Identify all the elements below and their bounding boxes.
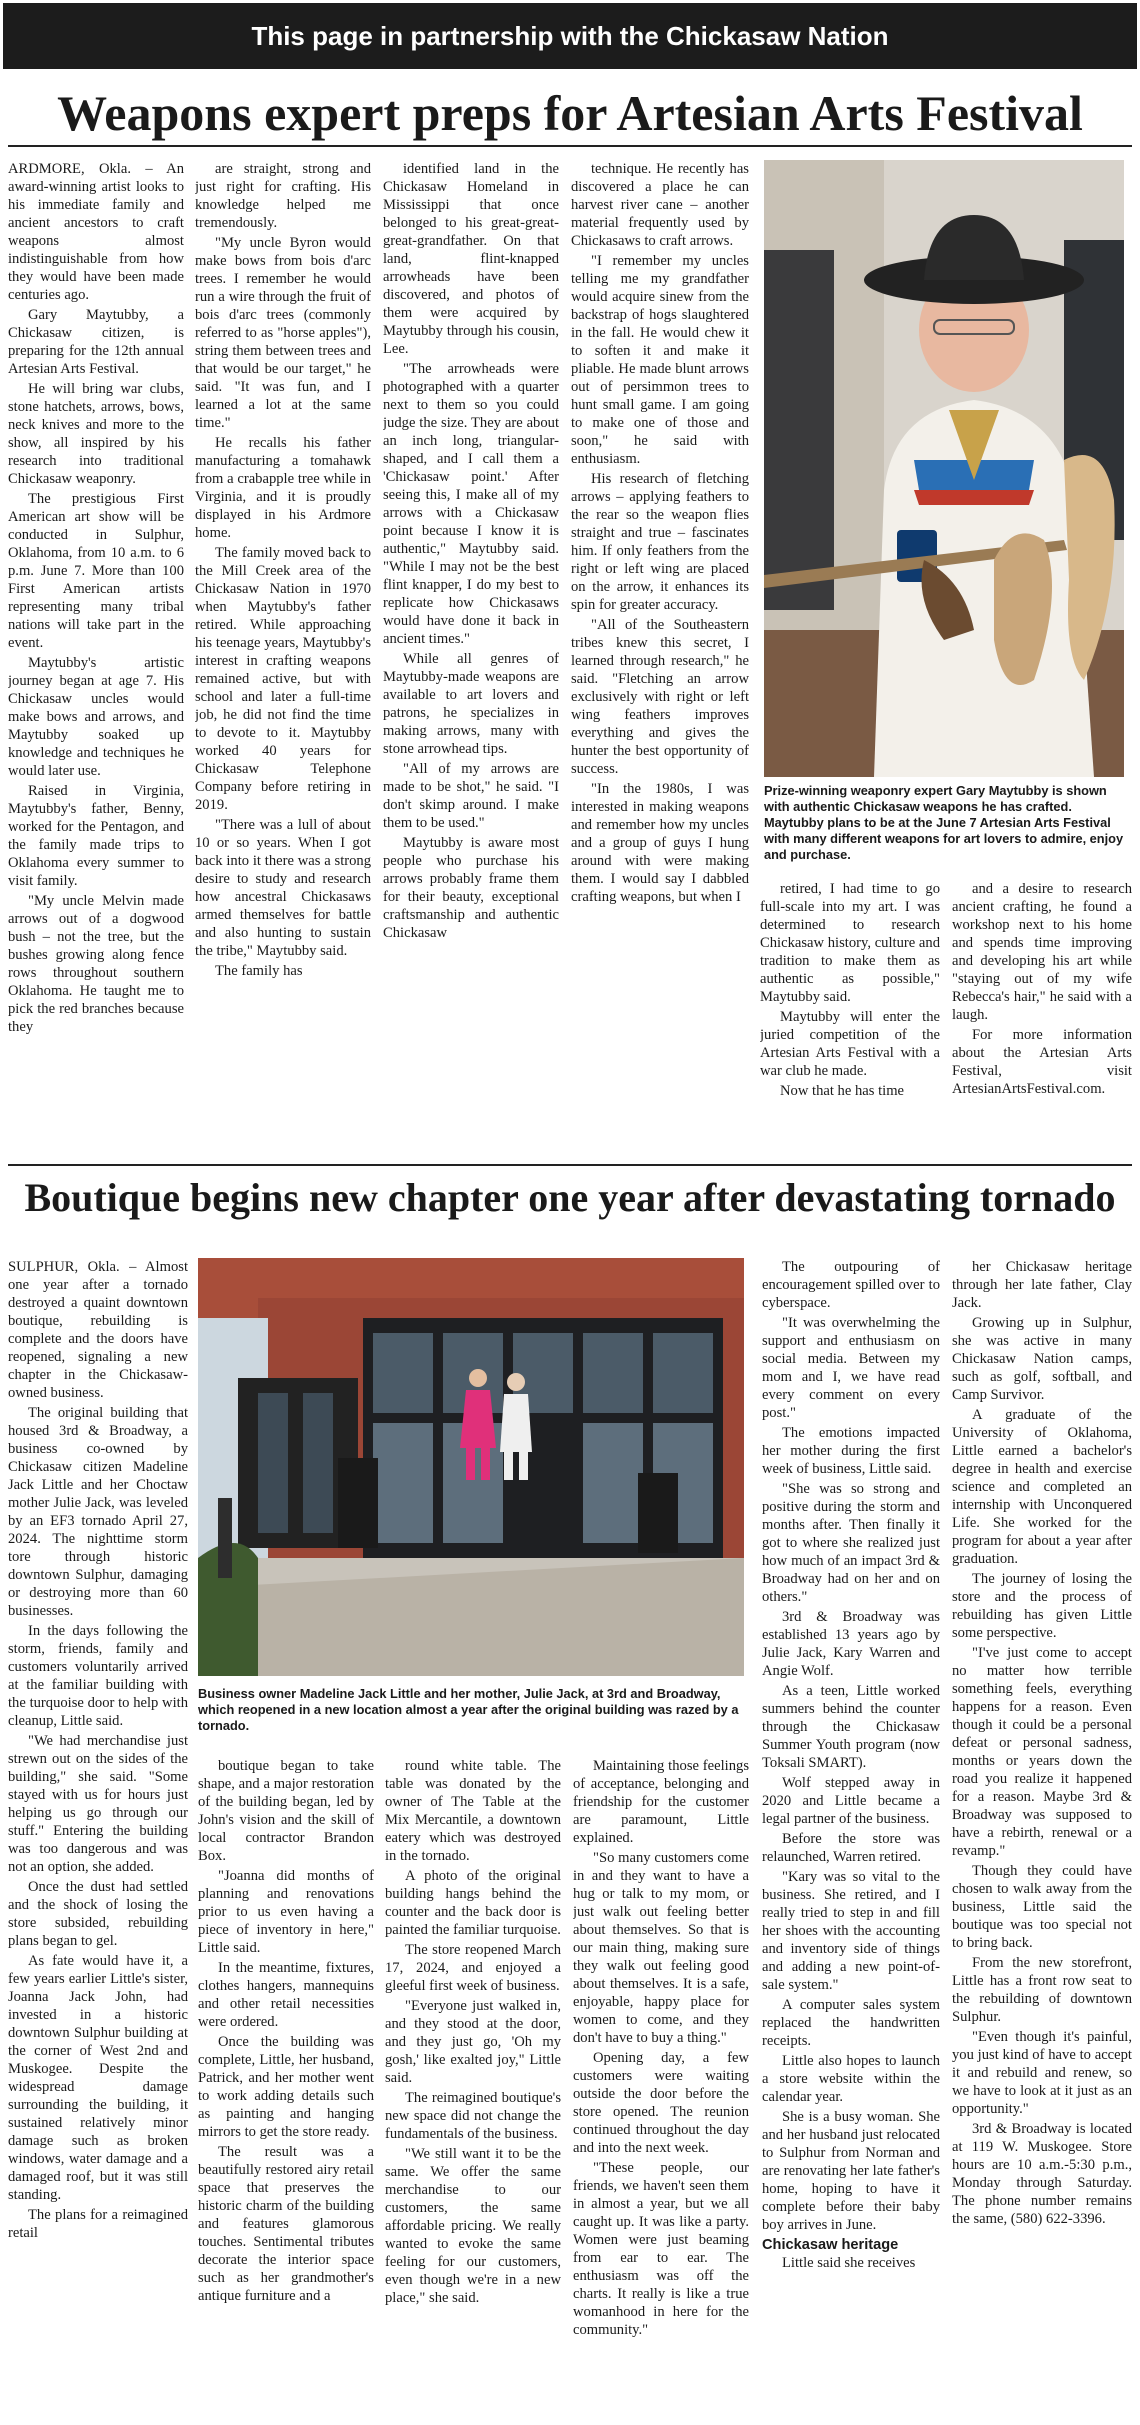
article2-col3-paragraph: The reimagined boutique's new space did not change the fundamentals of the business. (385, 2090, 561, 2142)
article2-col5-body-paragraph: 3rd & Broadway was established 13 years ago by Julie Jack, Kary Warren and Angie Wolf. (762, 1609, 940, 1679)
boutique-photo (198, 1258, 744, 1676)
article2-col5-body-paragraph: "Kary was so vital to the business. She retired, and I really tried to step in and fill her shoes with the accounting and inventory side of things and adding a new point-of-sale system." (762, 1869, 940, 1993)
article1-col2-paragraph: "There was a lull of about 10 or so years. When I got back into it there was a strong desire to study and research how ancestral Chickasaws armed themselves for battle and also hunting to sustain the tribe," Maytubby said. (195, 817, 371, 959)
article2-col3-paragraph: "Everyone just walked in, and they stood at the door, and they just go, 'Oh my gosh,' like exalted joy," Little said. (385, 1998, 561, 2086)
article1-col3-paragraph: identified land in the Chickasaw Homeland in Mississippi that once belonged to his great-great-great-grandfather. On that land, flint-knapped arrowheads have been discovered, and photos of them were acquired by Maytubby through his cousin, Lee. (383, 161, 559, 357)
boutique-photo-illustration (198, 1258, 744, 1676)
article2-col4-paragraph: "So many customers come in and they want to have a hug or talk to my mom, or just walk out feeling better about themselves. So that is our main thing, making sure they walk out feeling good about themselves. It is a safe, enjoyable, happy place for women to come, and they don't have to buy a thing." (573, 1850, 749, 2046)
article2-col5-body-paragraph: She is a busy woman. She and her husband just relocated to Sulphur from Norman and are renovating her late father's home, hoping to have it complete before their baby boy arrives in June. (762, 2109, 940, 2233)
article-divider (8, 1164, 1132, 1166)
article1-col1-paragraph: Raised in Virginia, Maytubby's father, Benny, worked for the Pentagon, and the family made trips to Oklahoma every summer to visit family. (8, 783, 184, 889)
article1-col6-paragraph: For more information about the Artesian Arts Festival, visit ArtesianArtsFestival.com. (952, 1027, 1132, 1097)
article2-col6-paragraph: Though they could have chosen to walk away from the business, Little said the boutique was too special not to bring back. (952, 1863, 1132, 1951)
article2-col2-paragraph: The result was a beautifully restored airy retail space that preserves the historic charm of the building and features glamorous touches. Sentimental tributes decorate the interior space such as her grandmother's antique furniture and a (198, 2144, 374, 2304)
article1-col3-paragraph: "All of my arrows are made to be shot," he said. "I don't skimp around. I make them to be used." (383, 761, 559, 831)
article2-col4-paragraph: Opening day, a few customers were waiting outside the door before the store opened. The reunion continued throughout the day and into the next week. (573, 2050, 749, 2156)
article2-col3-paragraph: "We still want it to be the same. We offer the same merchandise to our customers, the same affordable pricing. We really wanted to evoke the same feeling for our customers, even though we're in a new place," she said. (385, 2146, 561, 2306)
article2-col3-paragraph: round white table. The table was donated by the owner of The Table at the Mix Mercantile, a downtown eatery which was destroyed in the tornado. (385, 1758, 561, 1864)
article2-col2-paragraph: boutique began to take shape, and a major restoration of the building began, led by John's vision and the skill of local contractor Brandon Box. (198, 1758, 374, 1864)
article1-col2-paragraph: The family moved back to the Mill Creek area of the Chickasaw Nation in 1970 when Maytubby's father retired. While approaching his teenage years, Maytubby's interest in crafting weapons remained active, but with school and later a full-time job, he did not find the time to devote to it. Maytubby worked 40 years for Chickasaw Telephone Company before retiring in 2019. (195, 545, 371, 813)
article2-col5-body-paragraph: The outpouring of encouragement spilled over to cyberspace. (762, 1259, 940, 1311)
article1-col3 (383, 160, 559, 1160)
article2-col6-paragraph: From the new storefront, Little has a front row seat to the rebuilding of downtown Sulphur. (952, 1955, 1132, 2025)
article2-col5-body-paragraph: The emotions impacted her mother during the first week of business, Little said. (762, 1425, 940, 1477)
article2-col6-paragraph: The journey of losing the store and the process of rebuilding has given Little some perspective. (952, 1571, 1132, 1641)
article1-col6 (952, 880, 1132, 1162)
article2-col6-paragraph: "Even though it's painful, you just kind of have to accept it and rebuild and renew, so we have to look at it just as an opportunity." (952, 2029, 1132, 2117)
article1-col2-paragraph: "My uncle Byron would make bows from bois d'arc trees. I remember he would run a wire through the fruit of bois d'arc trees (commonly referred to as "horse apples"), string them between trees and that would be our target," he said. "It was fun, and I learned a lot at the same time." (195, 235, 371, 431)
article2-col3 (385, 1757, 561, 2417)
article1-col5-paragraph: Maytubby will enter the juried competition of the Artesian Arts Festival with a war club he made. (760, 1009, 940, 1079)
article2-col2-paragraph: In the meantime, fixtures, clothes hangers, mannequins and other retail necessities were ordered. (198, 1960, 374, 2030)
article1-col4-paragraph: "All of the Southeastern tribes knew this secret, I learned through research," he said. "Fletching an arrow exclusively with right or left wing feathers improves everything and gives the hunter the best opportunity of success. (571, 617, 749, 777)
article2-col2-paragraph: "Joanna did months of planning and renovations prior to us even having a piece of inventory in here," Little said. (198, 1868, 374, 1956)
article2-col1-paragraph: Once the dust had settled and the shock of losing the store subsided, rebuilding plans began to gel. (8, 1879, 188, 1949)
chickasaw-heritage-subhead: Chickasaw heritage (762, 2237, 899, 2253)
article2-col6-paragraph: A graduate of the University of Oklahoma, Little earned a bachelor's degree in health and exercise science and completed an internship with Unconquered Life. She worked for the program for about a year after graduation. (952, 1407, 1132, 1567)
article2-col6 (952, 1258, 1132, 2418)
article1-col2 (195, 160, 371, 1160)
article1-col4-paragraph: His research of fletching arrows – applying feathers to the rear so the weapon flies straight and true – fascinates him. If only feathers from the right or left wing are placed on the arrow, it enhances its spin for greater accuracy. (571, 471, 749, 613)
partnership-banner: This page in partnership with the Chickasaw Nation (3, 3, 1137, 69)
article1-col1-paragraph: Gary Maytubby, a Chickasaw citizen, is preparing for the 12th annual Artesian Arts Festival. (8, 307, 184, 377)
article2-col2 (198, 1757, 374, 2417)
article2-col6-paragraph: Growing up in Sulphur, she was active in many Chickasaw Nation camps, such as golf, softball, and Camp Survivor. (952, 1315, 1132, 1403)
article1-col1-paragraph: ARDMORE, Okla. – An award-winning artist looks to his immediate family and ancient ancestors to craft weapons almost indistinguishable from how they would have been made centuries ago. (8, 161, 184, 303)
article1-col2-paragraph: The family has (215, 963, 303, 979)
article1-col6-paragraph: and a desire to research ancient crafting, he found a workshop next to his home and spends time improving and developing his art while "staying out of my wife Rebecca's hair," he said with a laugh. (952, 881, 1132, 1023)
article2-col1-paragraph: In the days following the storm, friends, family and customers voluntarily arrived at the familiar building with the turquoise door to help with cleanup, Little said. (8, 1623, 188, 1729)
article2-col6-paragraph: 3rd & Broadway is located at 119 W. Muskogee. Store hours are 10 a.m.-5:30 p.m., Monday through Saturday. The phone number remains the same, (580) 622-3396. (952, 2121, 1132, 2227)
article2-col3-paragraph: The store reopened March 17, 2024, and enjoyed a gleeful first week of business. (385, 1942, 561, 1994)
article2-headline: Boutique begins new chapter one year after devastating tornado (24, 1175, 1116, 1220)
article1-col4-paragraph: "I remember my uncles telling me my grandfather would acquire sinew from the backstrap of hogs slaughtered in the fall. He would chew it to soften it and make it pliable. He made blunt arrows out of persimmon trees to hunt small game. I am going to make one of those and soon," he said with enthusiasm. (571, 253, 749, 467)
article2-col6-paragraph: "I've just come to accept no matter how terrible something feels, everything happens for a reason. Even though it could be a personal defeat or personal sadness, months or years down the road you realize it happened for a reason. Maybe 3rd & Broadway was supposed to have a rebirth, renewal or a revamp." (952, 1645, 1132, 1859)
article2-col4-paragraph: Maintaining those feelings of acceptance, belonging and friendship for the customer are paramount, Little explained. (573, 1758, 749, 1846)
article1-photo-caption: Prize-winning weaponry expert Gary Maytubby is shown with authentic Chickasaw weapons he has crafted. Maytubby plans to be at the June 7 Artesian Arts Festival with many different weapons for art lovers to admire, enjoy and purchase. (764, 783, 1124, 862)
article1-col4-paragraph: technique. He recently has discovered a place he can harvest river cane – another material frequently used by Chickasaws to craft arrows. (571, 161, 749, 249)
article2-col5 (762, 1258, 940, 2418)
article1-col2-paragraph: He recalls his father manufacturing a tomahawk from a crabapple tree while in Virginia, and it is proudly displayed in his Ardmore home. (195, 435, 371, 541)
article1-col1 (8, 160, 184, 1160)
maytubby-photo (764, 160, 1124, 777)
article1-col5-paragraph: retired, I had time to go full-scale into my art. I was determined to research Chickasaw history, culture and tradition to make them as authentic as possible," Maytubby said. (760, 881, 940, 1005)
article2-photo-caption: Business owner Madeline Jack Little and her mother, Julie Jack, at 3rd and Broadway, which reopened in a new location almost a year after the original building was razed by a tornado. (198, 1686, 739, 1733)
article1-col4 (571, 160, 749, 1160)
article1-col1-paragraph: He will bring war clubs, stone hatchets, arrows, bows, neck knives and more to the show, all inspired by his research into traditional Chickasaw weaponry. (8, 381, 184, 487)
article2-col2-paragraph: Once the building was complete, Little, her husband, Patrick, and her mother went to work adding details such as painting and hanging mirrors to get the store ready. (198, 2034, 374, 2140)
article1-col2-paragraph: are straight, strong and just right for crafting. His knowledge helped me tremendously. (195, 161, 371, 231)
article2-col1-paragraph: The plans for a reimagined retail (8, 2207, 188, 2241)
article1-col3-paragraph: While all genres of Maytubby-made weapons are available to art lovers and patrons, he specializes in making arrows, many with stone arrowhead tips. (383, 651, 559, 757)
article2-col5-body-paragraph: A computer sales system replaced the handwritten receipts. (762, 1997, 940, 2049)
headline-rule (8, 145, 1132, 147)
article2-col1-paragraph: "We had merchandise just strewn out on the sides of the building," she said. "Some stayed with us for hours just helping us go through our stuff." Entering the building was too dangerous and was not an option, she added. (8, 1733, 188, 1875)
article1-col5-paragraph: Now that he has time (780, 1083, 905, 1099)
article2-col4 (573, 1757, 749, 2417)
article1-col1-paragraph: Maytubby's artistic journey began at age 7. His Chickasaw uncles would make bows and arrows, and Maytubby soaked up knowledge and techniques he would later use. (8, 655, 184, 779)
article1-headline: Weapons expert preps for Artesian Arts Festival (57, 85, 1083, 141)
article1-col3-paragraph: Maytubby is aware most people who purchase his arrows probably frame them for their beauty, exceptional craftsmanship and authentic Chickasaw (383, 835, 559, 941)
article1-col5 (760, 880, 940, 1162)
article2-col1-paragraph: As fate would have it, a few years earlier Little's sister, Joanna Jack John, had invested in a historic downtown Sulphur building at the corner of West 2nd and Muskogee. Despite the widespread damage surrounding the building, it sustained relatively minor damage such as broken windows, water damage and a damaged roof, but it was still standing. (8, 1953, 188, 2203)
article2-col5-body (762, 1258, 940, 2234)
article2-col5-body-paragraph: "It was overwhelming the support and enthusiasm on social media. Between my mom and I, we have read every comment on every post." (762, 1315, 940, 1421)
article2-col1-paragraph: SULPHUR, Okla. – Almost one year after a tornado destroyed a quaint downtown boutique, rebuilding is complete and the doors have reopened, signaling a new chapter in the Chickasaw-owned business. (8, 1259, 188, 1401)
article2-col1-paragraph: The original building that housed 3rd & Broadway, a business co-owned by Chickasaw citizen Madeline Jack Little and her Choctaw mother Julie Jack, was leveled by an EF3 tornado April 27, 2024. The nighttime storm tore through historic downtown Sulphur, damaging or destroying more than 60 businesses. (8, 1405, 188, 1619)
article2-col5-body-paragraph: Wolf stepped away in 2020 and Little became a legal partner of the business. (762, 1775, 940, 1827)
article2-col5-body-paragraph: Little also hopes to launch a store website within the calendar year. (762, 2053, 940, 2105)
article2-col5-tail: Little said she receives (782, 2255, 916, 2271)
article2-col5-body-paragraph: "She was so strong and positive during the storm and months after. Then finally it got to where she realized just how much of an impact 3rd & Broadway had on her and on others." (762, 1481, 940, 1605)
article2-col5-body-paragraph: Before the store was relaunched, Warren retired. (762, 1831, 940, 1865)
maytubby-photo-illustration (764, 160, 1124, 777)
article1-col1-paragraph: The prestigious First American art show will be conducted in Sulphur, Oklahoma, from 10 a.m. to 6 p.m. June 7. More than 100 First American artists representing many tribal nations will take part in the event. (8, 491, 184, 651)
article2-col4-paragraph: "These people, our friends, we haven't seen them in almost a year, but we all caught up. It was like a party. Women were just beaming from ear to ear. The enthusiasm was off the charts. It really is like a true womanhood in here for the community." (573, 2160, 749, 2338)
article2-col3-paragraph: A photo of the original building hangs behind the counter and the back door is painted the familiar turquoise. (385, 1868, 561, 1938)
article1-col3-paragraph: "The arrowheads were photographed with a quarter next to them so you could judge the size. They are about an inch long, triangular-shaped, and I call them a 'Chickasaw point.' After seeing this, I make all of my arrows with a Chickasaw point because I know it is authentic," Maytubby said. "While I may not be the best flint knapper, I do my best to replicate how Chickasaws would have done it back in ancient times." (383, 361, 559, 647)
article1-col4-paragraph: "In the 1980s, I was interested in making weapons and remember how my uncles and a group of guys I hung around with were making them. I would say I dabbled crafting weapons, but when I (571, 781, 749, 905)
article2-col5-body-paragraph: As a teen, Little worked summers behind the counter through the Chickasaw Summer Youth program (now Toksali SMART). (762, 1683, 940, 1771)
article1-col1-paragraph: "My uncle Melvin made arrows out of a dogwood bush – not the tree, but the bushes growing along fence rows throughout southern Oklahoma. He taught me to pick the red branches because they (8, 893, 184, 1035)
article2-col1 (8, 1258, 188, 2418)
article2-col6-paragraph: her Chickasaw heritage through her late father, Clay Jack. (952, 1259, 1132, 1311)
